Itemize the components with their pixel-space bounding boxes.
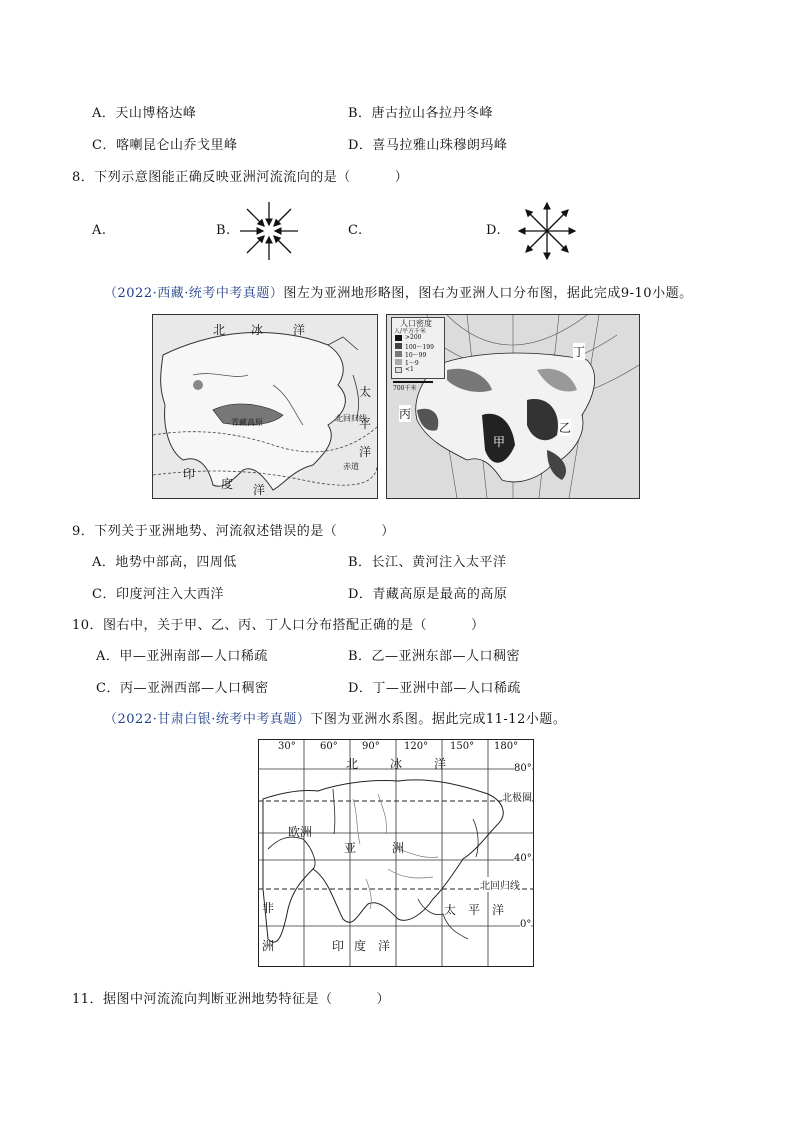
water-map-bing: 冰 — [390, 757, 403, 771]
q8-stem-text: 8．下列示意图能正确反映亚洲河流流向的是（ — [72, 170, 351, 185]
q11-stem-text: 11．据图中河流流向判断亚洲地势特征是（ — [72, 992, 333, 1007]
q9-stem-text: 9．下列关于亚洲地势、河流叙述错误的是（ — [72, 524, 338, 539]
q7-option-d: D．喜马拉雅山珠穆朗玛峰 — [348, 138, 508, 153]
q11-stem — [72, 988, 390, 1007]
q9-option-c: C．印度河注入大西洋 — [92, 587, 224, 602]
q8-label-b: B. — [216, 223, 231, 238]
water-map-du: 度 — [354, 939, 367, 953]
scale-label: 700千米 — [393, 385, 417, 392]
q10-option-b: B．乙—亚洲东部—人口稠密 — [348, 649, 521, 664]
left-map-label-tropic: 北回归线 — [335, 414, 367, 423]
legend-title: 人口密度 — [400, 319, 432, 328]
left-map-label-yin: 印 — [183, 467, 196, 481]
water-map-zhou: 洲 — [392, 841, 405, 855]
q7-option-c: C．喀喇昆仑山乔戈里峰 — [92, 138, 238, 153]
legend-item-1: >200 — [405, 334, 422, 341]
q10-option-c: C．丙—亚洲西部—人口稠密 — [96, 681, 269, 696]
region-yi: 乙 — [559, 421, 572, 435]
lon-label-90: 90° — [362, 741, 380, 752]
intro-9-10-text: 图左为亚洲地形略图，图右为亚洲人口分布图，据此完成9-10小题。 — [283, 286, 693, 301]
q8-stem-close: ） — [394, 170, 409, 185]
legend-item-3: 10～99 — [405, 352, 427, 359]
lon-label-120: 120° — [404, 741, 429, 752]
legend-unit: 人/平方千米 — [394, 328, 427, 335]
region-ding: 丁 — [573, 345, 586, 359]
lat-label-40: 40° — [514, 853, 532, 864]
left-map-label-yang: 洋 — [293, 323, 306, 337]
tropic-label: 北回归线 — [480, 877, 520, 892]
legend-swatch-1 — [395, 335, 402, 341]
lat-label-80: 80° — [514, 763, 532, 774]
intro-9-10 — [104, 282, 693, 301]
legend-swatch-3 — [395, 351, 402, 357]
legend-swatch-5 — [395, 367, 402, 373]
left-map-label-plateau: 青藏高原 — [231, 418, 263, 427]
lon-label-150: 150° — [450, 741, 475, 752]
q8-label-c: C. — [348, 223, 363, 238]
left-map-label-tai: 太 — [359, 385, 372, 399]
q9-stem-close: ） — [381, 524, 395, 539]
q8-label-a: A. — [92, 223, 107, 238]
q10-stem — [72, 614, 485, 633]
water-map-tai: 太 — [444, 903, 457, 917]
water-map-ya: 亚 — [344, 841, 357, 855]
q10-option-d: D．丁—亚洲中部—人口稀疏 — [348, 681, 521, 696]
arctic-circle-label: 北极圈 — [502, 789, 532, 804]
legend-item-4: 1～9 — [405, 360, 419, 367]
water-map-yang3: 洋 — [492, 903, 505, 917]
water-map-yin: 印 — [332, 939, 345, 953]
q8-label-d: D. — [486, 223, 502, 238]
intro-9-10-source: （2022·西藏·统考中考真题） — [104, 286, 284, 301]
legend-item-2: 100～199 — [405, 344, 434, 351]
water-map-bei: 北 — [346, 757, 359, 771]
legend-item-5: <1 — [405, 366, 414, 373]
lon-label-30: 30° — [278, 741, 296, 752]
water-map-ping: 平 — [468, 903, 481, 917]
legend-swatch-2 — [395, 343, 402, 349]
left-map-label-du: 度 — [221, 477, 234, 491]
asia-population-map — [386, 314, 640, 499]
intro-11-12-source: （2022·甘肃白银·统考中考真题） — [104, 712, 311, 727]
left-map-label-equator: 赤道 — [343, 462, 359, 471]
asia-water-system-map — [258, 739, 534, 967]
q7-option-b: B．唐古拉山各拉丹冬峰 — [348, 106, 494, 121]
q9-option-b: B．长江、黄河注入太平洋 — [348, 555, 507, 570]
lon-label-60: 60° — [320, 741, 338, 752]
region-jia: 甲 — [493, 435, 506, 449]
left-map-label-bing: 冰 — [251, 323, 264, 337]
lon-label-180: 180° — [494, 741, 519, 752]
lat-label-0: 0° — [520, 919, 532, 930]
q10-option-a: A．甲—亚洲南部—人口稀疏 — [96, 649, 268, 664]
outward-arrows-diagram — [516, 200, 578, 262]
legend-swatch-4 — [395, 359, 402, 365]
left-map-label-ping: 平 — [359, 417, 372, 431]
water-map-yang: 洋 — [434, 757, 447, 771]
q9-stem — [72, 520, 395, 539]
asia-topography-map — [152, 314, 378, 499]
q10-stem-close: ） — [471, 618, 485, 633]
left-map-label-yang3: 洋 — [253, 483, 266, 497]
q8-stem — [72, 166, 408, 185]
q11-stem-close: ） — [376, 992, 391, 1007]
region-bing: 丙 — [399, 407, 412, 421]
water-map-europe: 欧洲 — [288, 825, 313, 839]
q10-stem-text: 10．图右中，关于甲、乙、丙、丁人口分布搭配正确的是（ — [72, 618, 428, 633]
intro-11-12-text: 下图为亚洲水系图。据此完成11-12小题。 — [310, 712, 567, 727]
water-map-yang2: 洋 — [378, 939, 391, 953]
water-map-fei: 非 — [262, 901, 275, 915]
q9-option-d: D．青藏高原是最高的高原 — [348, 587, 508, 602]
left-map-label-bei: 北 — [213, 323, 226, 337]
water-map-zhou2: 洲 — [262, 939, 275, 953]
q7-option-a: A．天山博格达峰 — [92, 106, 197, 121]
population-legend — [391, 317, 445, 379]
left-map-label-yang2: 洋 — [359, 445, 372, 459]
intro-11-12 — [104, 708, 566, 727]
inward-arrows-diagram — [238, 200, 300, 262]
q9-option-a: A．地势中部高，四周低 — [92, 555, 237, 570]
